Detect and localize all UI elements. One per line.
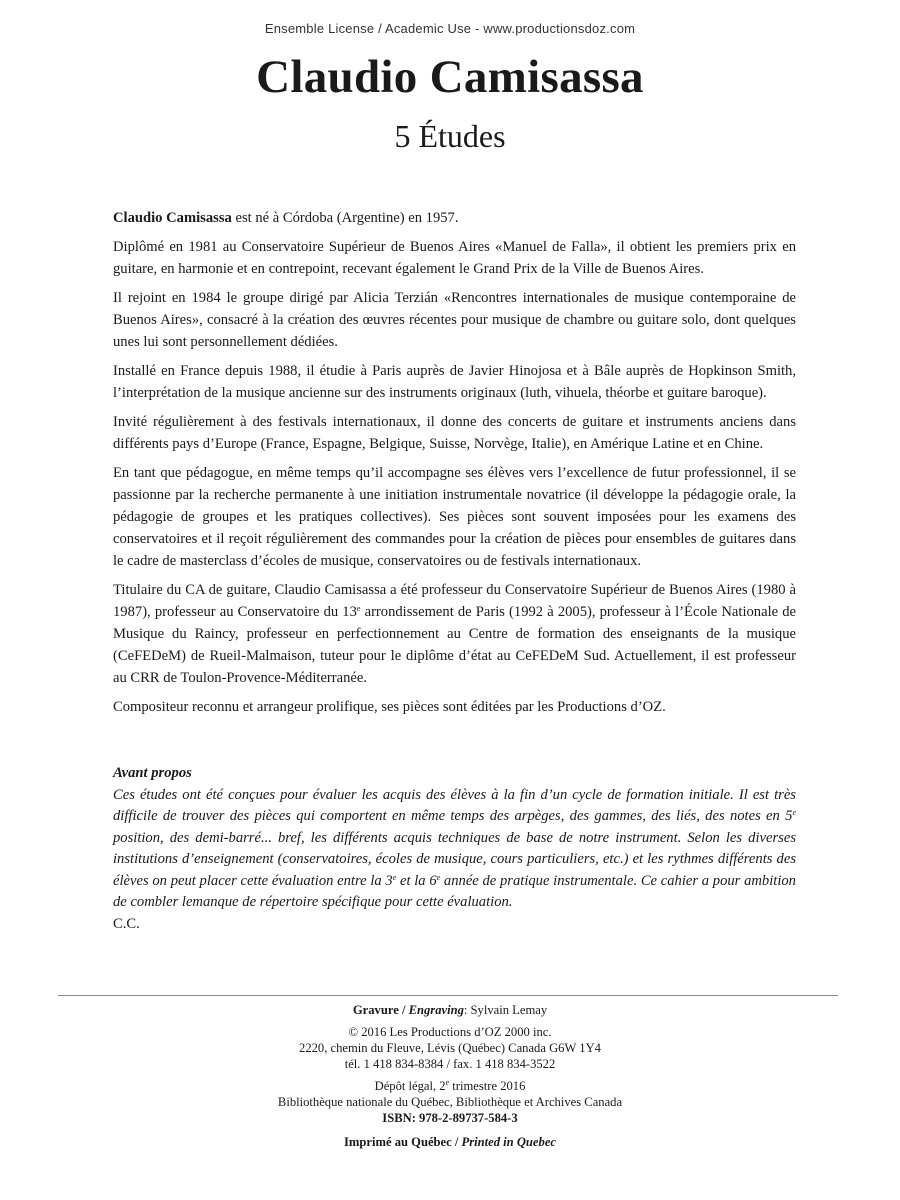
engraving-label-en: Engraving	[408, 1003, 464, 1017]
engraving-credit	[0, 1002, 900, 1018]
composer-name: Claudio Camisassa	[256, 51, 644, 103]
foreword-text-a: Ces études ont été conçues pour évaluer les acquis des élèves à la fin d’un cycle de formation initiale. Il est très difficile de trouver des pièces qui comportent en même temps des arpèges, des gammes, des liés, des notes en 5	[113, 786, 796, 824]
legal-deposit-sup: e	[445, 1078, 450, 1087]
engraver-name: : Sylvain Lemay	[463, 1003, 548, 1017]
foreword-text-b: position, des demi-barré... bref, les différents acquis techniques de base de notre instrument. Selon les diverses institutions d’enseignement (conservatoires, écoles de musique, cours particuliers, etc.) et les rythmes différents des élèves on peut placer cette évaluation entre la 3	[113, 829, 796, 889]
bio-paragraph-6: En tant que pédagogue, en même temps qu’il accompagne ses élèves vers l’excellence de futur professionnel, il se passionne par la recherche permanente à une initiation instrumentale novatrice (il développe la pédagogie orale, la pédagogie de groupes et les pratiques collectives). Ses pièces sont souvent imposées pour les examens des conservatoires et il reçoit régulièrement des commandes pour la création de pièces pour ensembles de guitares dans le cadre de masterclass d’écoles de musique, conservatoires ou de festivals internationaux.	[113, 465, 796, 569]
foreword-sup-2: e	[392, 872, 397, 882]
bio-paragraph-4: Installé en France depuis 1988, il étudie à Paris auprès de Javier Hinojosa et à Bâle auprès de Hopkinson Smith, l’interprétation de la musique ancienne sur des instruments originaux (luth, vihuela, théorbe et guitare baroque).	[113, 363, 796, 401]
bio-p7-sup: e	[356, 604, 361, 613]
bio-paragraph-3: Il rejoint en 1984 le groupe dirigé par Alicia Terzián «Rencontres internationales de musique contemporaine de Buenos Aires», consacré à la création des œuvres récentes pour musique de chambre ou guitare solo, dont quelques unes lui sont personnellement dédiées.	[113, 290, 796, 350]
bio-paragraph-7	[113, 579, 796, 689]
isbn-line: ISBN: 978-2-89737-584-3	[382, 1111, 518, 1125]
foreword-signature: C.C.	[113, 915, 140, 932]
legal-deposit-line	[0, 1078, 900, 1094]
printed-fr: Imprimé au Québec /	[344, 1135, 462, 1149]
legal-deposit-a: Dépôt légal, 2	[374, 1079, 446, 1093]
bio-paragraph-2: Diplômé en 1981 au Conservatoire Supérieur de Buenos Aires «Manuel de Falla», il obtient les premiers prix en guitare, en harmonie et en contrepoint, recevant également le Grand Prix de la Ville de Buenos Aires.	[113, 239, 796, 277]
bio-birth-text: est né à Córdoba (Argentine) en 1957.	[231, 210, 459, 226]
foreword-sup-3: e	[436, 872, 441, 882]
bio-paragraph-8: Compositeur reconnu et arrangeur prolifique, ses pièces sont éditées par les Productions d’OZ.	[113, 699, 666, 715]
colophon	[0, 1002, 900, 1150]
engraving-label: Gravure /	[352, 1003, 409, 1017]
bio-paragraph-5: Invité régulièrement à des festivals internationaux, il donne des concerts de guitare et instruments anciens dans différents pays d’Europe (France, Espagne, Belgique, Suisse, Norvège, Italie), en Amérique Latine et en Chine.	[113, 414, 796, 452]
biography	[113, 207, 796, 725]
foreword-text-c: et la 6	[396, 872, 437, 889]
work-title: 5 Études	[394, 118, 506, 154]
legal-deposit-b: trimestre 2016	[449, 1079, 526, 1093]
foreword-text	[113, 785, 796, 914]
license-notice: Ensemble License / Academic Use - www.productionsdoz.com	[264, 21, 636, 36]
bio-composer-name: Claudio Camisassa	[113, 210, 232, 226]
printed-en: Printed in Quebec	[461, 1135, 556, 1149]
foreword-text-d: année de pratique instrumentale. Ce cahier a pour ambition de combler lemanque de répertoire spécifique pour cette évaluation.	[113, 872, 796, 910]
foreword-title: Avant propos	[113, 765, 192, 781]
bio-p7-part-b: arrondissement de Paris (1992 à 2005), professeur à l’École Nationale de Musique du Raincy, professeur en perfectionnement au Centre de formation des enseignants de la musique (CeFEDeM) de Rueil-Malmaison, tuteur pour le diplôme d’état au CeFEDeM Sud. Actuellement, il est professeur au CRR de Toulon-Provence-Méditerranée.	[113, 604, 797, 686]
copyright-line: © 2016 Les Productions d’OZ 2000 inc.	[348, 1025, 552, 1039]
foreword-sup-1: e	[792, 808, 796, 817]
bio-p7-part-a: Titulaire du CA de guitare, Claudio Camisassa a été professeur du Conservatoire Supérieur de Buenos Aires (1980 à 1987), professeur au Conservatoire du 13	[113, 582, 796, 620]
address-line: 2220, chemin du Fleuve, Lévis (Québec) Canada G6W 1Y4	[299, 1041, 601, 1055]
library-line: Bibliothèque nationale du Québec, Bibliothèque et Archives Canada	[277, 1095, 623, 1109]
footer-divider	[58, 995, 838, 996]
foreword	[113, 763, 796, 935]
printed-in-line	[0, 1134, 900, 1150]
phone-line: tél. 1 418 834-8384 / fax. 1 418 834-3522	[344, 1057, 556, 1071]
bio-paragraph-1	[113, 207, 796, 229]
